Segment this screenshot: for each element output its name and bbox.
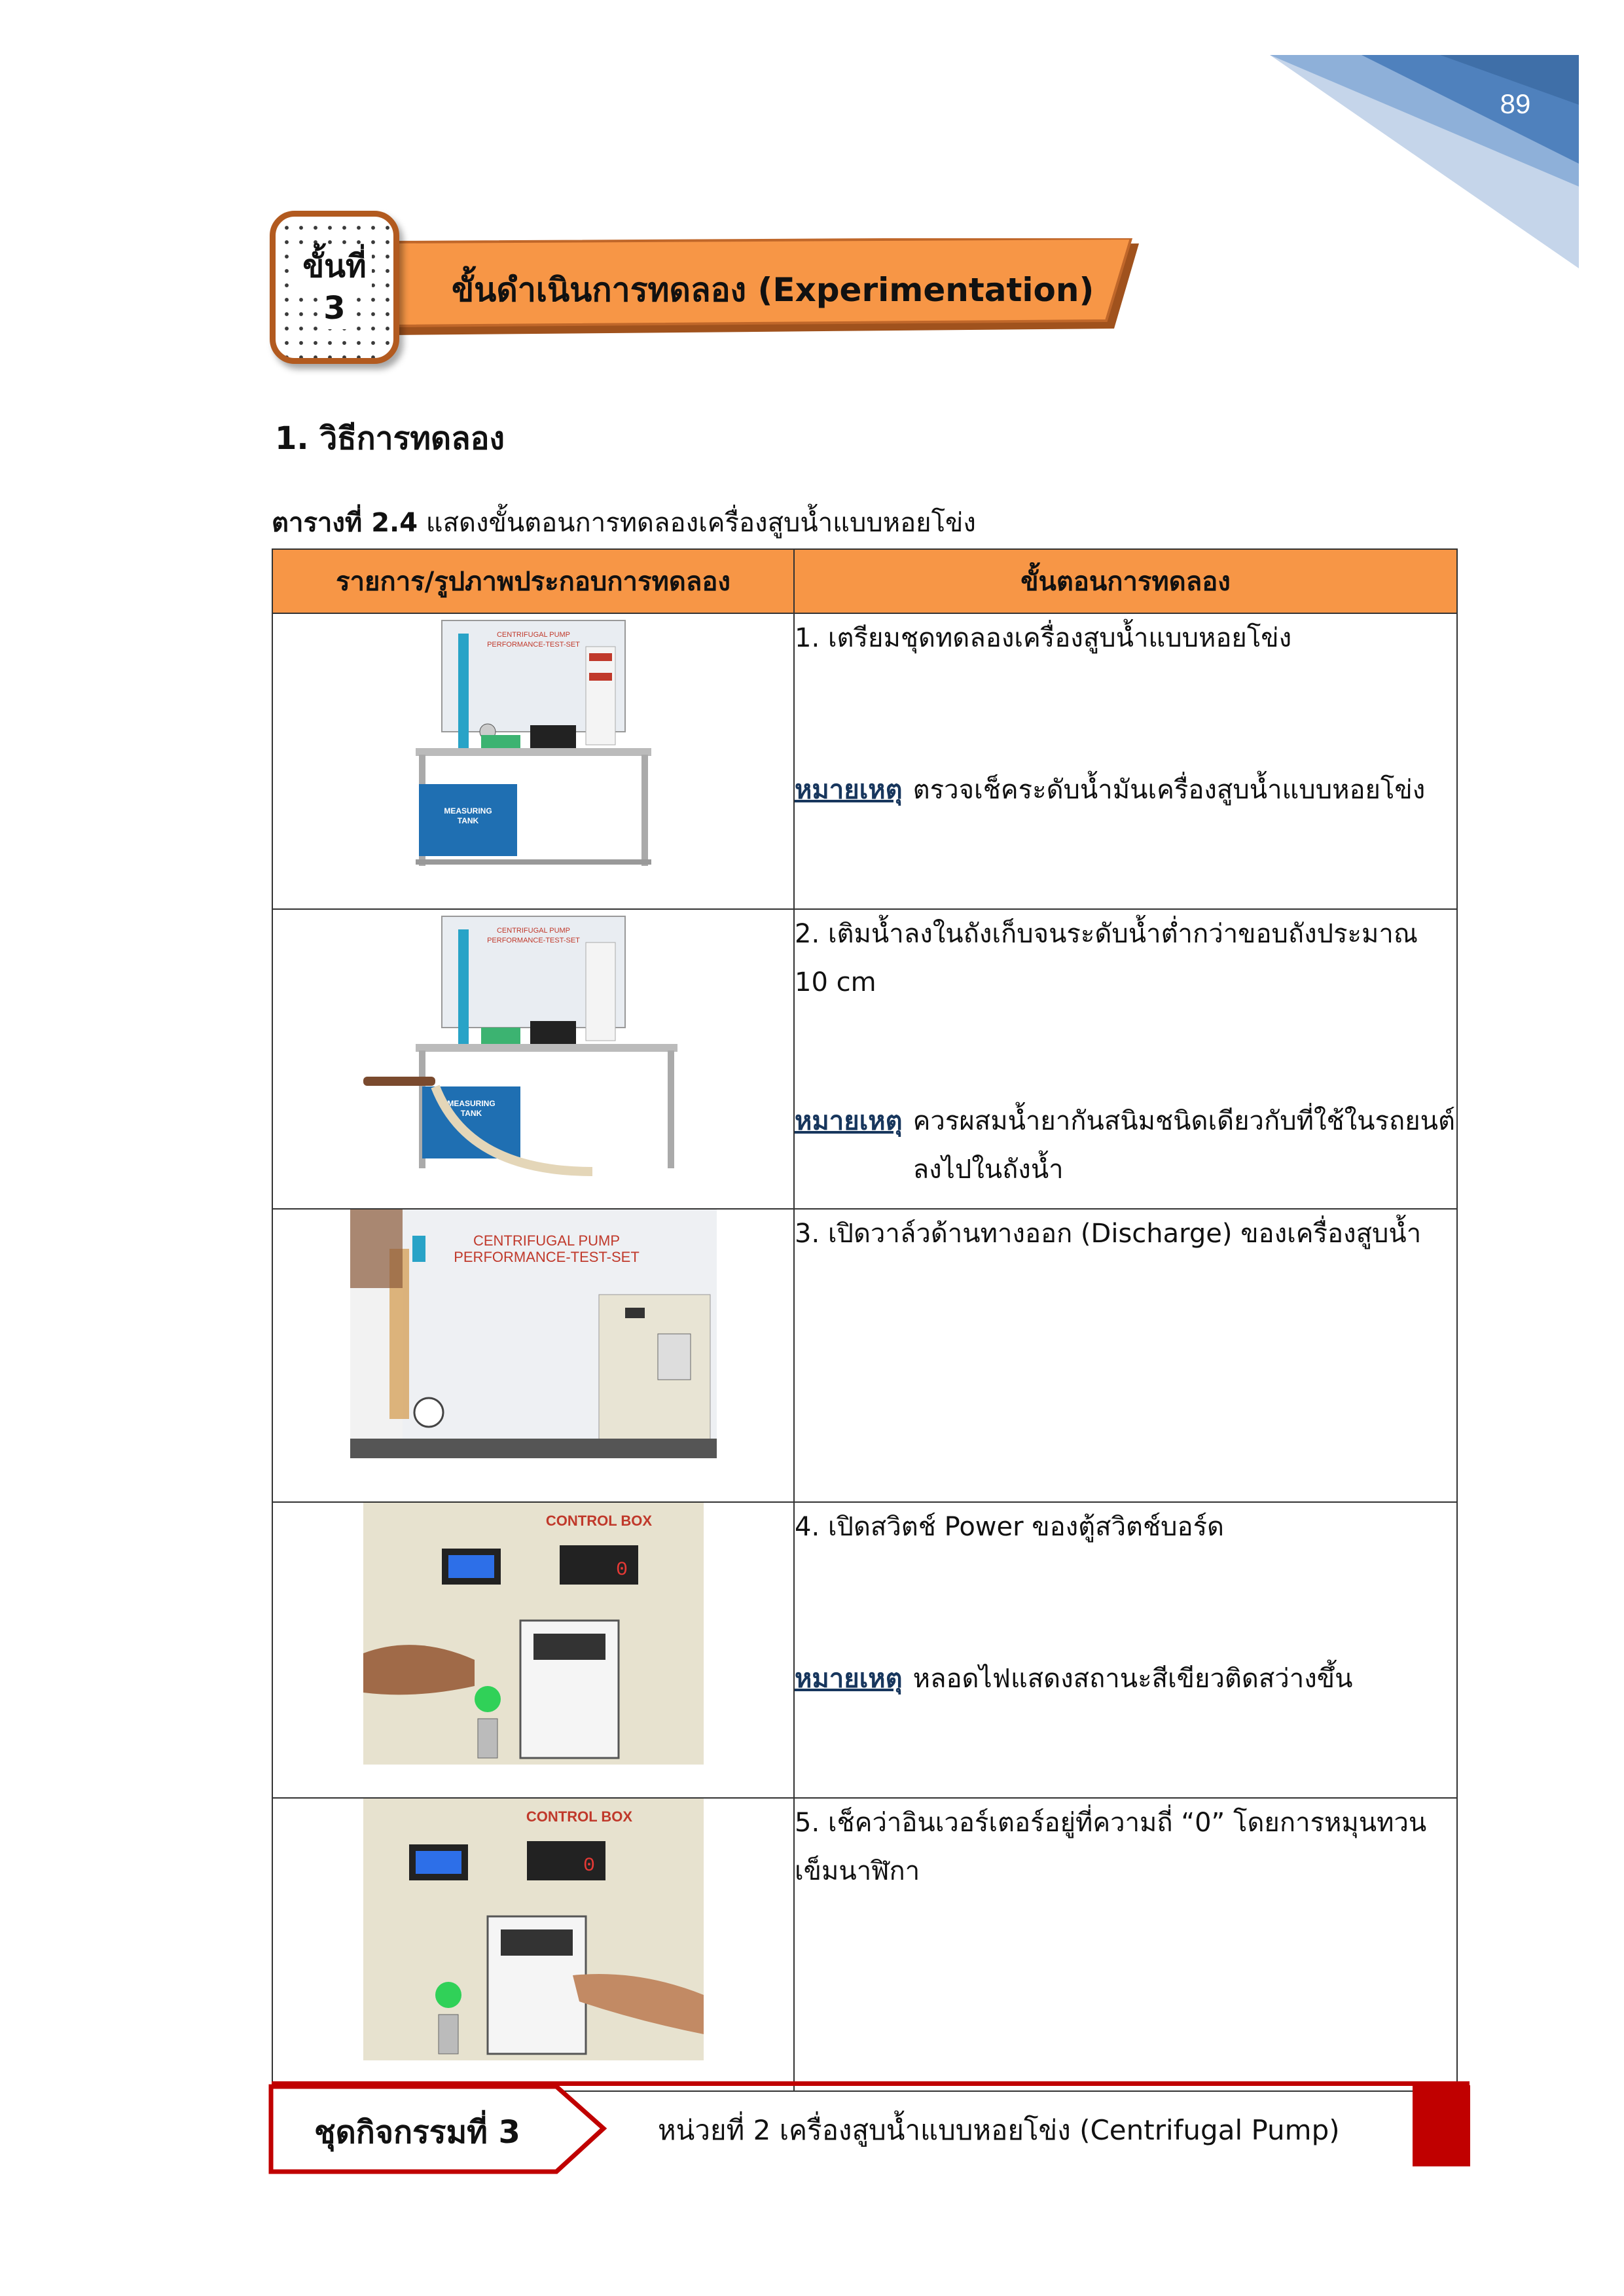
table-row: [272, 909, 1457, 1209]
experiment-steps-table: [272, 548, 1458, 2092]
table-header-row: [272, 549, 1457, 613]
table-row: [272, 613, 1457, 909]
inverter-photo: [363, 1799, 704, 2060]
section-title: ขั้นดำเนินการทดลอง (Experimentation): [452, 271, 1094, 309]
table-row: [272, 1502, 1457, 1798]
header-images: รายการ/รูปภาพประกอบการทดลอง: [272, 549, 794, 613]
note-text: ตรวจเช็คระดับน้ำมันเครื่องสูบน้ำแบบหอยโข่ง: [912, 775, 1426, 805]
note-label: หมายเหตุ: [795, 1664, 903, 1694]
step-number-box: [270, 211, 399, 364]
step-box-number: 3: [318, 287, 350, 329]
image-label: CENTRIFUGAL PUMP: [496, 631, 570, 639]
note: [795, 1097, 1456, 1194]
image-label: CONTROL BOX: [545, 1513, 652, 1529]
table-caption: [272, 501, 976, 543]
image-label: TANK: [460, 1109, 482, 1118]
page-number: 89: [1500, 88, 1531, 119]
control-box-photo: [363, 1503, 704, 1765]
step-cell: [794, 1798, 1457, 2091]
image-label: CONTROL BOX: [526, 1808, 632, 1825]
image-label: PERFORMANCE-TEST-SET: [486, 937, 580, 944]
image-cell: [272, 909, 794, 1209]
image-label: PERFORMANCE-TEST-SET: [453, 1249, 640, 1265]
image-label: PERFORMANCE-TEST-SET: [486, 641, 580, 649]
image-label: MEASURING: [446, 1099, 496, 1108]
table-row: [272, 1798, 1457, 2091]
step-cell: [794, 613, 1457, 909]
pump-test-set-photo: [389, 614, 677, 889]
step-box-label: ขั้นที่: [297, 245, 371, 287]
image-label: 0: [615, 1559, 628, 1581]
valve-photo: [350, 1210, 717, 1458]
step-cell: [794, 909, 1457, 1209]
footer-red-block: [1413, 2085, 1470, 2166]
image-label: CENTRIFUGAL PUMP: [473, 1232, 620, 1249]
step-text: 4. เปิดสวิตช์ Power ของตู้สวิตช์บอร์ด: [795, 1512, 1225, 1542]
caption-text: แสดงขั้นตอนการทดลองเครื่องสูบน้ำแบบหอยโข่ง: [418, 508, 976, 538]
footer-unit-title: หน่วยที่ 2 เครื่องสูบน้ำแบบหอยโข่ง (Centrifugal Pump): [658, 2114, 1340, 2146]
image-label: 0: [583, 1855, 595, 1877]
caption-label: ตารางที่ 2.4: [272, 508, 418, 538]
header-steps: ขั้นตอนการทดลอง: [794, 549, 1457, 613]
step-cell: [794, 1502, 1457, 1798]
image-cell: [272, 1209, 794, 1502]
footer-activity-label: ชุดกิจกรรมที่ 3: [314, 2114, 520, 2151]
image-label: MEASURING: [443, 806, 492, 816]
note-text: ควรผสมน้ำยากันสนิมชนิดเดียวกับที่ใช้ในรถยนต์ลงไปในถังน้ำ: [912, 1106, 1455, 1185]
image-cell: [272, 1502, 794, 1798]
step-text: 2. เติมน้ำลงในถังเก็บจนระดับน้ำต่ำกว่าขอบถังประมาณ 10 cm: [795, 919, 1418, 997]
table-row: [272, 1209, 1457, 1502]
image-cell: [272, 1798, 794, 2091]
step-cell: [794, 1209, 1457, 1502]
subsection-heading: 1. วิธีการทดลอง: [275, 420, 505, 457]
filling-tank-photo: [363, 910, 704, 1185]
note-text: หลอดไฟแสดงสถานะสีเขียวติดสว่างขึ้น: [912, 1664, 1353, 1694]
image-label: CENTRIFUGAL PUMP: [496, 927, 570, 935]
note-label: หมายเหตุ: [795, 1106, 903, 1136]
image-label: TANK: [457, 816, 478, 825]
step-text: 3. เปิดวาล์วด้านทางออก (Discharge) ของเครื่องสูบน้ำ: [795, 1219, 1422, 1249]
step-text: 5. เช็คว่าอินเวอร์เตอร์อยู่ที่ความถี่ “0” โดยการหมุนทวนเข็มนาฬิกา: [795, 1808, 1427, 1886]
step-text: 1. เตรียมชุดทดลองเครื่องสูบน้ำแบบหอยโข่ง: [795, 623, 1292, 653]
note: [795, 1655, 1456, 1703]
note-label: หมายเหตุ: [795, 775, 903, 805]
image-cell: [272, 613, 794, 909]
note: [795, 766, 1456, 814]
